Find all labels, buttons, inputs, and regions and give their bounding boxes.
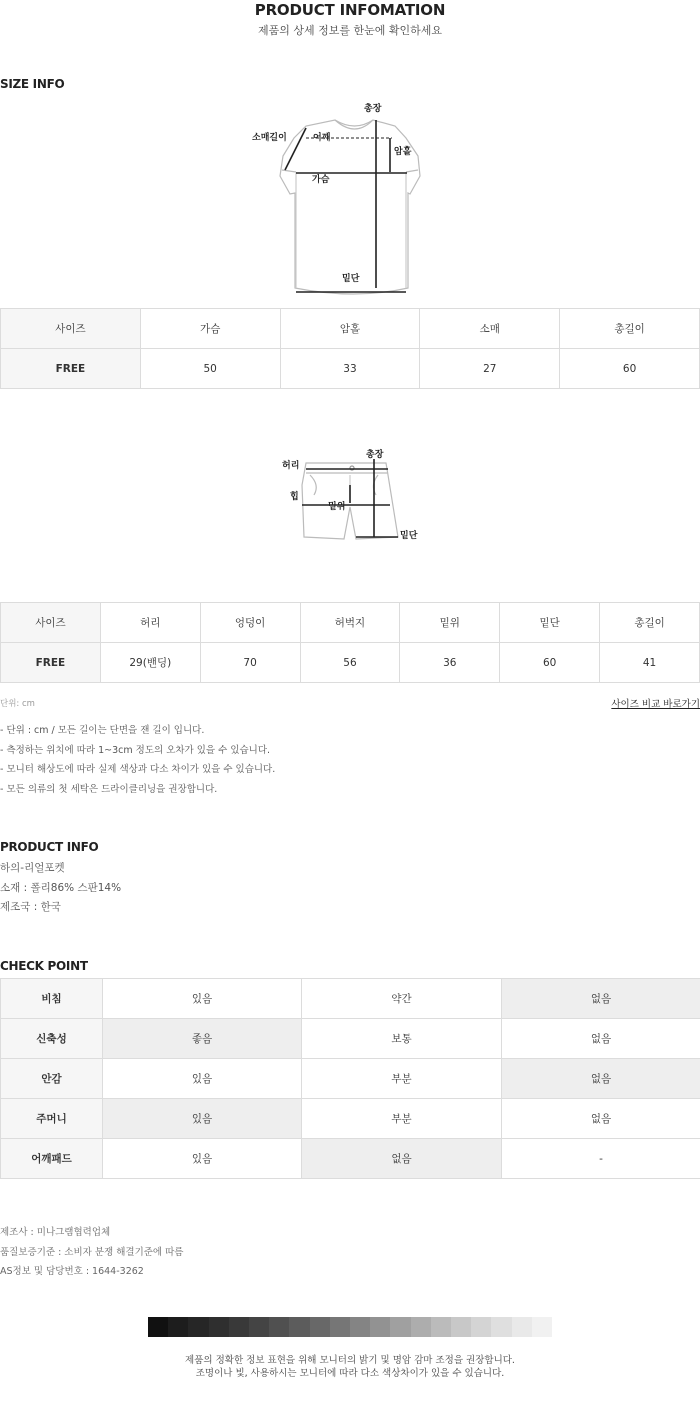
table-header-cell: 허벅지 [300, 603, 400, 643]
grayscale-swatch [148, 1317, 168, 1337]
size-notes [0, 721, 275, 799]
table-row [1, 1139, 700, 1179]
size-info-title: SIZE INFO [0, 77, 65, 91]
bottom-label-total-length: 총장 [366, 450, 384, 460]
table-header-cell: 총길이 [560, 309, 700, 349]
table-cell: 50 [140, 349, 280, 389]
grayscale-swatch [390, 1317, 410, 1337]
top-label-hem: 밑단 [342, 274, 360, 284]
grayscale-swatch [512, 1317, 532, 1337]
note-line: - 측정하는 위치에 따라 1~3cm 정도의 오차가 있을 수 있습니다. [0, 744, 271, 756]
page-subtitle: 제품의 상세 정보를 한눈에 확인하세요 [257, 24, 442, 37]
bottom-label-hip: 힙 [290, 492, 299, 502]
bottom-size-table [0, 602, 700, 683]
product-info-title: PRODUCT INFO [0, 840, 99, 854]
grayscale-swatch [289, 1317, 309, 1337]
grayscale-calibration-bar [148, 1317, 552, 1337]
grayscale-swatch [370, 1317, 390, 1337]
check-label: 어깨패드 [1, 1139, 103, 1179]
bottom-garment-diagram [280, 445, 430, 545]
grayscale-swatch [471, 1317, 491, 1337]
page-title: PRODUCT INFOMATION [254, 1, 446, 19]
table-header-cell: 엉덩이 [200, 603, 300, 643]
table-cell: FREE [1, 349, 141, 389]
top-size-table [0, 308, 700, 389]
table-cell: 29(밴딩) [100, 643, 200, 683]
grayscale-swatch [330, 1317, 350, 1337]
product-info-line: 소재 : 폴리86% 스판14% [0, 881, 122, 894]
table-cell: 41 [600, 643, 700, 683]
unit-label: 단위: cm [0, 699, 35, 709]
table-row [1, 1059, 700, 1099]
table-header-cell: 사이즈 [1, 309, 141, 349]
table-cell: 60 [500, 643, 600, 683]
manufacturer-info [0, 1223, 184, 1282]
check-option: 부분 [302, 1059, 502, 1099]
monitor-disclaimer [0, 1355, 700, 1380]
bottom-label-rise: 밑위 [328, 502, 346, 512]
table-header-cell: 밑위 [400, 603, 500, 643]
table-header-row [1, 309, 700, 349]
table-header-cell: 총길이 [600, 603, 700, 643]
note-line: - 모든 의류의 첫 세탁은 드라이클리닝을 권장합니다. [0, 783, 218, 795]
grayscale-swatch [532, 1317, 552, 1337]
check-option: 없음 [502, 1019, 700, 1059]
grayscale-swatch [491, 1317, 511, 1337]
check-option-selected: 좋음 [103, 1019, 302, 1059]
check-option: - [502, 1139, 700, 1179]
table-row [1, 1019, 700, 1059]
product-info-lines [0, 859, 121, 918]
top-label-armhole: 암홀 [394, 147, 412, 157]
check-option: 없음 [502, 1099, 700, 1139]
size-compare-link[interactable]: 사이즈 비교 바로가기 [611, 699, 700, 710]
bottom-label-hem: 밑단 [400, 531, 418, 541]
check-option: 부분 [302, 1099, 502, 1139]
product-info-line: 하의-리얼포켓 [0, 862, 65, 874]
product-info-line: 제조국 : 한국 [0, 901, 61, 913]
check-option: 보통 [302, 1019, 502, 1059]
check-label: 주머니 [1, 1099, 103, 1139]
table-cell: 56 [300, 643, 400, 683]
table-cell: 60 [560, 349, 700, 389]
check-point-title: CHECK POINT [0, 959, 88, 973]
check-point-table [0, 978, 700, 1179]
check-label: 신축성 [1, 1019, 103, 1059]
table-row [1, 643, 700, 683]
table-header-cell: 암홀 [280, 309, 420, 349]
grayscale-swatch [188, 1317, 208, 1337]
check-label: 안감 [1, 1059, 103, 1099]
footer-line: AS정보 및 담당번호 : 1644-3262 [0, 1266, 144, 1277]
table-row [1, 349, 700, 389]
grayscale-swatch [350, 1317, 370, 1337]
grayscale-swatch [209, 1317, 229, 1337]
table-header-cell: 밑단 [500, 603, 600, 643]
top-label-chest: 가슴 [312, 175, 330, 185]
note-line: - 단위 : cm / 모든 길이는 단면을 잰 길이 입니다. [0, 725, 205, 736]
note-line: - 모니터 해상도에 따라 실제 색상과 다소 차이가 있을 수 있습니다. [0, 764, 276, 775]
top-label-sleeve-length: 소매길이 [252, 133, 287, 143]
grayscale-swatch [411, 1317, 431, 1337]
table-header-cell: 소매 [420, 309, 560, 349]
grayscale-swatch [431, 1317, 451, 1337]
check-option: 있음 [103, 1059, 302, 1099]
check-option: 있음 [103, 1139, 302, 1179]
check-option: 약간 [302, 979, 502, 1019]
grayscale-swatch [229, 1317, 249, 1337]
table-header-cell: 가슴 [140, 309, 280, 349]
grayscale-swatch [168, 1317, 188, 1337]
check-option: 있음 [103, 979, 302, 1019]
grayscale-swatch [310, 1317, 330, 1337]
footer-line: 품질보증기준 : 소비자 분쟁 해결기준에 따름 [0, 1246, 184, 1258]
footer-line: 제조사 : 미나그램협력업체 [0, 1227, 111, 1238]
table-cell: 33 [280, 349, 420, 389]
table-header-cell: 사이즈 [1, 603, 101, 643]
disclaimer-line: 제품의 정확한 정보 표현을 위해 모니터의 밝기 및 명암 감마 조정을 권장합니다. [185, 1355, 515, 1366]
check-option-selected: 있음 [103, 1099, 302, 1139]
table-cell: FREE [1, 643, 101, 683]
check-option-selected: 없음 [502, 1059, 700, 1099]
table-header-row [1, 603, 700, 643]
grayscale-swatch [269, 1317, 289, 1337]
disclaimer-line: 조명이나 빛, 사용하시는 모니터에 따라 다소 색상차이가 있을 수 있습니다. [195, 1367, 505, 1379]
table-header-cell: 허리 [100, 603, 200, 643]
grayscale-swatch [249, 1317, 269, 1337]
page-header [0, 0, 700, 38]
top-garment-diagram [240, 98, 440, 303]
grayscale-swatch [451, 1317, 471, 1337]
top-label-shoulder: 어깨 [313, 133, 331, 143]
table-row [1, 979, 700, 1019]
top-label-total-length: 총장 [364, 104, 382, 114]
bottom-label-waist: 허리 [282, 461, 300, 471]
table-cell: 70 [200, 643, 300, 683]
check-option-selected: 없음 [302, 1139, 502, 1179]
table-cell: 36 [400, 643, 500, 683]
table-row [1, 1099, 700, 1139]
check-option-selected: 없음 [502, 979, 700, 1019]
check-label: 비침 [1, 979, 103, 1019]
table-cell: 27 [420, 349, 560, 389]
